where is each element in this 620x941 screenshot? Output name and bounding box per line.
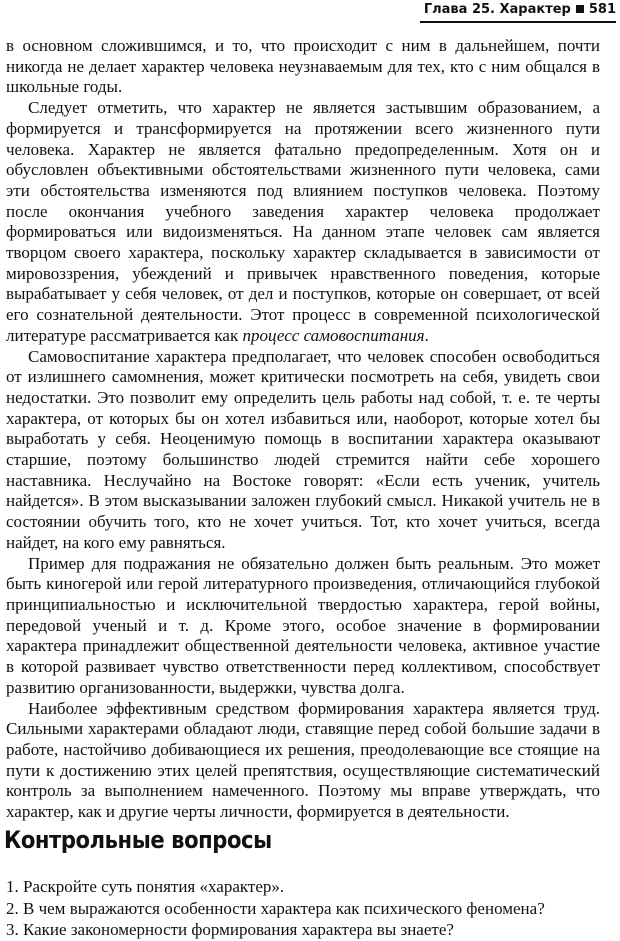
paragraph-end: . [424,325,429,345]
paragraph: Самовоспитание характера предполагает, что человек способен освободиться от излишнего самомнения, может критически посмотреть на себя, увидеть свои недостатки. Это позволит ему определить цель работы над собой, т. е. те черты характера, от которых бы он хотел избавиться или, наоборот, которые хотел бы выработать у себя. Неоценимую помощь в воспитании характера оказывают старшие, поэтому большинство людей стремится найти себе хорошего наставника. Неслучайно на Востоке говорят: «Если есть ученик, учитель найдется». В этом высказывании заложен глубокий смысл. Никакой учитель не в состоянии обучить того, кто не хочет учиться. Тот, кто хочет учиться, всегда найдет, на кого ему равняться. [6,346,600,552]
emphasized-term: процесс самовоспитания [242,325,425,345]
question-item: 2. В чем выражаются особенности характера как психического феномена? [6,898,545,918]
paragraph: Наиболее эффективным средством формирования характера является труд. Сильными характерами обладают люди, ставящие перед собой большие задачи в работе, настойчиво добивающиеся их решения, преодолевающие все стоящие на пути к достижению этих целей препятствия, осуществляющие систематический контроль за выполнением намеченного. Поэтому мы вправе утверждать, что характер, как и другие черты личности, формируется в деятельности. [6,698,600,822]
paragraph [6,98,600,346]
square-separator-icon [576,5,584,13]
paragraph: Пример для подражания не обязательно должен быть реальным. Это может быть киногерой или герой литературного произведения, отличающийся глубокой принципиальностью и исключительной твердостью характера, герой войны, передовой ученый и т. д. Кроме этого, особое значение в формировании характера принадлежит общественной деятельности человека, активное участие в которой развивает чувство ответственности перед коллективом, способствует развитию организованности, выдержки, чувства долга. [6,553,600,697]
body-text [6,36,600,823]
paragraph: в основном сложившимся, и то, что происходит с ним в дальнейшем, почти никогда не делает характер человека неузнаваемым для тех, кто с ним общался в школьные годы. [6,36,600,97]
chapter-title: Глава 25. Характер [423,2,571,17]
questions-list [6,876,606,941]
question-item: 1. Раскройте суть понятия «характер». [6,877,285,896]
running-header [420,0,616,23]
section-heading: Контрольные вопросы [4,826,272,854]
paragraph-text: Следует отметить, что характер не является застывшим образованием, а формируется и трансформируется на протяжении всего жизненного пути человека. Характер не является фатально предопределенным. Хотя он и обусловлен объективными обстоятельствами жизненного пути человека, сами эти обстоятельства изменяются под влиянием поступков человека. Поэтому после окончания учебного заведения характер человека продолжает формироваться или видоизменяться. На данном этапе человек сам является творцом своего характера, поскольку характер складывается в зависимости от мировоззрения, убеждений и привычек нравственного поведения, которые вырабатывает у себя человек, от дел и поступков, которые он совершает, от всей его сознательной деятельности. Этот процесс в современной психологической литературе рассматривается как [6,98,600,345]
question-item: 3. Какие закономерности формирования характера вы знаете? [6,920,454,939]
page-number: 581 [588,2,616,17]
